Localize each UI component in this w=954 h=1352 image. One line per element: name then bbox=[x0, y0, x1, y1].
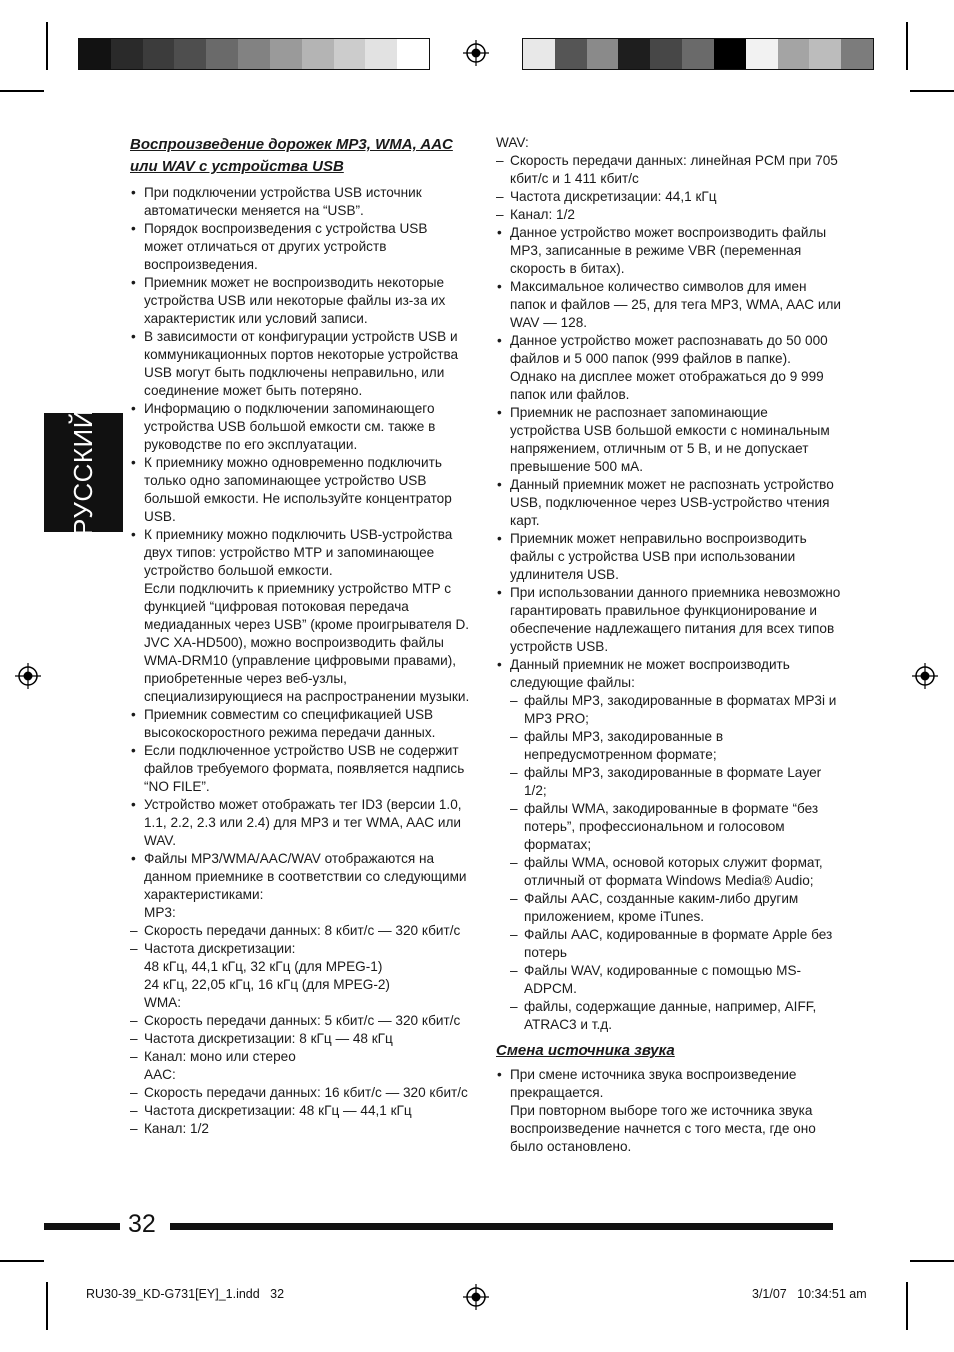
list-item: – Канал: 1/2 bbox=[496, 206, 841, 224]
crop-mark bbox=[906, 22, 908, 70]
wav-spec-list bbox=[496, 152, 841, 224]
list-item bbox=[130, 850, 470, 922]
footer-rule-right bbox=[170, 1223, 833, 1230]
list-item: – файлы WMA, закодированные в формате “без потерь”, профессиональном и голосовом форматах; bbox=[510, 800, 841, 854]
color-swatch bbox=[238, 39, 270, 69]
mp3-spec-list bbox=[130, 922, 470, 994]
color-swatch bbox=[650, 39, 682, 69]
list-item: • Приемник совместим со спецификацией USB высокоскоростного режима передачи данных. bbox=[130, 706, 470, 742]
color-swatch bbox=[746, 39, 778, 69]
list-item: • Приемник не распознает запоминающие устройства USB большой емкости с номинальным напряжением, отличным от 5 В, и не допускает превышение 500 мА. bbox=[496, 404, 841, 476]
registration-mark-icon bbox=[912, 663, 938, 689]
list-item: – файлы MP3, закодированные в формате Layer 1/2; bbox=[510, 764, 841, 800]
list-item: – Частота дискретизации: 8 кГц — 48 кГц bbox=[130, 1030, 470, 1048]
footer-rule-left bbox=[44, 1223, 120, 1230]
language-side-tab bbox=[44, 409, 123, 536]
aac-label: AAC: bbox=[144, 1067, 176, 1082]
mtp-continuation-text: Если подключить к приемнику устройство MTP с функцией “цифровая потоковая передача медиаданных через USB” (кроме проигрывателя D. JVC XA-HD500), можно воспроизводить файлы WMA-DRM10 (управление цифровыми правами), приобретенные через веб-узлы, специализирующиеся на распространении музыки. bbox=[144, 581, 470, 704]
bullet-list bbox=[130, 850, 470, 922]
color-calibration-bar-right bbox=[522, 38, 874, 70]
color-swatch bbox=[111, 39, 143, 69]
section-heading-usb-playback: Воспроизведение дорожек MP3, WMA, AAC или WAV с устройства USB bbox=[130, 136, 453, 175]
change-bullet-text: • При смене источника звука воспроизведение прекращается. bbox=[510, 1067, 797, 1100]
aac-spec-list bbox=[130, 1084, 470, 1138]
color-swatch bbox=[555, 39, 587, 69]
list-item: • Если подключенное устройство USB не содержит файлов требуемого формата, появляется надпись “NO FILE”. bbox=[130, 742, 470, 796]
bullet-list bbox=[130, 706, 470, 850]
wma-spec-list bbox=[130, 1012, 470, 1066]
freq-label: – Частота дискретизации: bbox=[144, 941, 296, 956]
color-swatch bbox=[587, 39, 619, 69]
registration-mark-icon bbox=[463, 40, 489, 66]
registration-mark-icon bbox=[15, 663, 41, 689]
color-calibration-bar-left bbox=[78, 38, 430, 70]
crop-mark bbox=[910, 90, 954, 92]
bullet-list bbox=[496, 1066, 841, 1156]
list-item: • Устройство может отображать тег ID3 (версии 1.0, 1.1, 2.2, 2.3 или 2.4) для MP3 и тег WMA, AAC или WAV. bbox=[130, 796, 470, 850]
list-item: • Данный приемник может не распознать устройство USB, подключенное через USB-устройство чтения карт. bbox=[496, 476, 841, 530]
list-item bbox=[130, 526, 470, 706]
bullet-list bbox=[130, 184, 470, 526]
list-item: – Файлы WAV, кодированные с помощью MS-ADPCM. bbox=[510, 962, 841, 998]
list-item: – Скорость передачи данных: 16 кбит/с — 320 кбит/с bbox=[130, 1084, 470, 1102]
right-column bbox=[496, 134, 841, 1156]
print-file-slug: RU30-39_KD-G731[EY]_1.indd 32 bbox=[86, 1287, 285, 1301]
crop-mark bbox=[46, 1282, 48, 1330]
color-swatch bbox=[618, 39, 650, 69]
list-item bbox=[130, 940, 470, 994]
list-item: • При использовании данного приемника невозможно гарантировать правильное функционирование и обеспечение надлежащего питания для всех типов устройств USB. bbox=[496, 584, 841, 656]
wma-label: WMA: bbox=[144, 995, 181, 1010]
change-continuation-text: При повторном выборе того же источника звука воспроизведение начнется с того места, где оно было остановлено. bbox=[510, 1103, 816, 1154]
list-item: • Приемник может неправильно воспроизводить файлы с устройства USB при использовании удлинителя USB. bbox=[496, 530, 841, 584]
list-item: • При подключении устройства USB источник автоматически меняется на “USB”. bbox=[130, 184, 470, 220]
list-item: • Максимальное количество символов для имен папок и файлов — 25, для тега MP3, WMA, AAC или WAV — 128. bbox=[496, 278, 841, 332]
list-item: – Канал: 1/2 bbox=[130, 1120, 470, 1138]
color-swatch bbox=[523, 39, 555, 69]
left-column bbox=[130, 134, 470, 1138]
list-item: – Скорость передачи данных: линейная PCM при 705 кбит/с и 1 411 кбит/с bbox=[496, 152, 841, 188]
list-item: • Данное устройство может воспроизводить файлы MP3, записанные в режиме VBR (переменная скорость в битах). bbox=[496, 224, 841, 278]
color-swatch bbox=[841, 39, 873, 69]
color-swatch bbox=[397, 39, 429, 69]
list-item: – Частота дискретизации: 44,1 кГц bbox=[496, 188, 841, 206]
formats-bullet-text: • Файлы MP3/WMA/AAC/WAV отображаются на данном приемнике в соответствии со следующими характеристиками: bbox=[144, 851, 467, 902]
list-item bbox=[496, 1066, 841, 1156]
crop-mark bbox=[46, 22, 48, 70]
color-swatch bbox=[143, 39, 175, 69]
color-swatch bbox=[270, 39, 302, 69]
wav-label: WAV: bbox=[496, 135, 529, 150]
list-item: – Канал: моно или стерео bbox=[130, 1048, 470, 1066]
unsupported-files-list bbox=[496, 692, 841, 1034]
freq-line: 24 кГц, 22,05 кГц, 16 кГц (для MPEG-2) bbox=[144, 977, 390, 992]
list-item: • Данный приемник не может воспроизводить следующие файлы: bbox=[496, 656, 841, 692]
language-label: РУССКИЙ bbox=[68, 409, 98, 536]
list-item: • Информацию о подключении запоминающего устройства USB большой емкости см. также в руководстве по его эксплуатации. bbox=[130, 400, 470, 454]
color-swatch bbox=[714, 39, 746, 69]
section-heading-source-change: Смена источника звука bbox=[496, 1042, 675, 1059]
bullet-list bbox=[496, 656, 841, 692]
list-item: – файлы, содержащие данные, например, AIFF, ATRAC3 и т.д. bbox=[510, 998, 841, 1034]
color-swatch bbox=[778, 39, 810, 69]
color-swatch bbox=[79, 39, 111, 69]
color-swatch bbox=[365, 39, 397, 69]
page-number: 32 bbox=[128, 1210, 156, 1238]
freq-line: 48 кГц, 44,1 кГц, 32 кГц (для MPEG-1) bbox=[144, 959, 383, 974]
bullet-list bbox=[496, 224, 841, 656]
list-item: • Порядок воспроизведения с устройства USB может отличаться от других устройств воспроизведения. bbox=[130, 220, 470, 274]
color-swatch bbox=[174, 39, 206, 69]
list-item: • К приемнику можно одновременно подключить только одно запоминающее устройство USB большой емкости. Не используйте концентратор USB. bbox=[130, 454, 470, 526]
crop-mark bbox=[910, 1260, 954, 1262]
list-item: – файлы WMA, основой которых служит формат, отличный от формата Windows Media® Audio; bbox=[510, 854, 841, 890]
crop-mark bbox=[0, 1260, 44, 1262]
registration-mark-icon bbox=[463, 1284, 489, 1310]
color-swatch bbox=[682, 39, 714, 69]
color-swatch bbox=[809, 39, 841, 69]
list-item: – Скорость передачи данных: 5 кбит/с — 320 кбит/с bbox=[130, 1012, 470, 1030]
print-date-slug: 3/1/07 10:34:51 am bbox=[752, 1287, 867, 1301]
mp3-label: MP3: bbox=[144, 905, 176, 920]
list-item: • Приемник может не воспроизводить некоторые устройства USB или некоторые файлы из-за их характеристик или условий записи. bbox=[130, 274, 470, 328]
list-item: – файлы MP3, закодированные в непредусмотренном формате; bbox=[510, 728, 841, 764]
list-item: – Скорость передачи данных: 8 кбит/с — 320 кбит/с bbox=[130, 922, 470, 940]
crop-mark bbox=[0, 90, 44, 92]
list-item: – Файлы AAC, кодированные в формате Apple без потерь bbox=[510, 926, 841, 962]
list-item: • Данное устройство может распознавать до 50 000 файлов и 5 000 папок (999 файлов в папке). Однако на дисплее может отображаться до 9 999 папок или файлов. bbox=[496, 332, 841, 404]
color-swatch bbox=[334, 39, 366, 69]
mtp-bullet-text: • К приемнику можно подключить USB-устройства двух типов: устройство MTP и запоминающее устройство большой емкости. bbox=[144, 527, 453, 578]
list-item: – Файлы AAC, созданные каким-либо другим приложением, кроме iTunes. bbox=[510, 890, 841, 926]
crop-mark bbox=[906, 1282, 908, 1330]
color-swatch bbox=[206, 39, 238, 69]
list-item: • В зависимости от конфигурации устройств USB и коммуникационных портов некоторые устройства USB могут быть подключены неправильно, или соединение может быть потеряно. bbox=[130, 328, 470, 400]
list-item: – файлы MP3, закодированные в форматах MP3i и MP3 PRO; bbox=[510, 692, 841, 728]
list-item: – Частота дискретизации: 48 кГц — 44,1 кГц bbox=[130, 1102, 470, 1120]
bullet-list bbox=[130, 526, 470, 706]
color-swatch bbox=[302, 39, 334, 69]
